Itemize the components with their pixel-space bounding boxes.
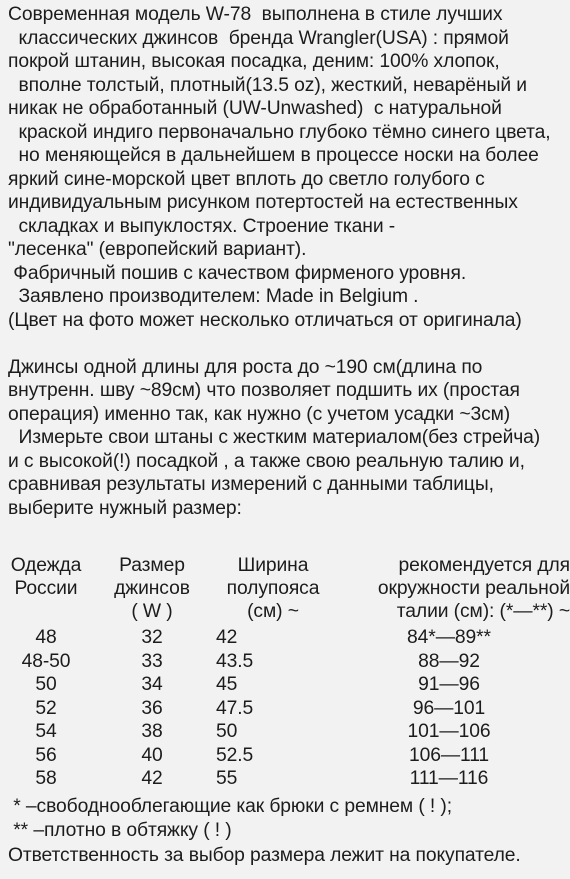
header-half-waist: Ширина [237, 555, 309, 576]
description-line: покрой штанин, высокая посадка, деним: 100% хлопок, [8, 51, 500, 72]
cell-recommended-waist: 88—92 [418, 650, 480, 672]
cell-half-waist: 42 [216, 627, 238, 648]
description-line: операция) именно так, как нужно (с учетом усадки ~3см) [8, 403, 511, 425]
description-line: вполне толстый, плотный(13.5 oz), жесткий, неварёный и [8, 74, 527, 96]
description-line: никак не обработанный (UW-Unwashed) с натуральной [8, 98, 502, 119]
description-line: классических джинсов бренда Wrangler(USA) : прямой [8, 27, 509, 49]
cell-jeans-size: 36 [141, 697, 163, 719]
header-jeans-size: ( W ) [131, 601, 173, 622]
footnote-line: * –свободнооблегающие как брюки с ремнем ( ! ); [8, 796, 452, 817]
header-half-waist: (см) ~ [247, 601, 299, 622]
disclaimer-line: Ответственность за выбор размера лежит на покупателе. [8, 845, 521, 866]
cell-half-waist: 43.5 [216, 650, 254, 672]
cell-jeans-size: 34 [141, 674, 163, 695]
cell-clothing-size: 52 [35, 697, 57, 719]
header-recommended-waist: талии (см): (*—**) ~ [396, 601, 570, 622]
cell-half-waist: 50 [216, 721, 238, 742]
cell-half-waist: 52.5 [216, 744, 254, 766]
header-clothing-size: Одежда [10, 555, 82, 576]
description-line: Современная модель W-78 выполнена в стиле лучших [8, 4, 503, 25]
description-line: складках и выпуклостях. Строение ткани - [8, 215, 396, 237]
cell-recommended-waist: 111—116 [409, 768, 489, 789]
description-line: Джинсы одной длины для роста до ~190 см(длина по [8, 356, 483, 378]
description-line: Заявлено производителем: Made in Belgium . [8, 286, 419, 307]
description-line: краской индиго первоначально глубоко тёмно синего цвета, [8, 121, 551, 143]
header-jeans-size: джинсов [114, 578, 190, 599]
description-line: (Цвет на фото может несколько отличаться от оригинала) [8, 309, 522, 331]
cell-recommended-waist: 91—96 [418, 674, 480, 695]
description-line: но меняющейся в дальнейшем в процессе носки на более [8, 145, 539, 166]
description-line: внутренн. шву ~89см) что позволяет подшить их (простая [8, 380, 520, 401]
description-line: сравнивая результаты измерений с данными таблицы, [8, 474, 494, 495]
cell-clothing-size: 58 [35, 768, 57, 789]
cell-recommended-waist: 96—101 [412, 697, 486, 719]
cell-recommended-waist: 84*—89** [407, 627, 491, 648]
description-line: "лесенка" (европейский вариант). [8, 239, 307, 260]
cell-half-waist: 55 [216, 768, 238, 789]
cell-half-waist: 47.5 [216, 697, 254, 719]
header-clothing-size: России [14, 578, 78, 599]
description-line: и с высокой(!) посадкой , а также свою реальную талию и, [8, 450, 525, 472]
header-jeans-size: Размер [119, 555, 185, 576]
header-recommended-waist: окружности реальной [377, 578, 570, 599]
description-line: яркий сине-морской цвет вплоть до светло голубого с [8, 168, 485, 190]
cell-clothing-size: 54 [35, 721, 57, 742]
cell-clothing-size: 50 [35, 674, 57, 695]
cell-jeans-size: 42 [141, 768, 163, 789]
cell-recommended-waist: 106—111 [408, 744, 490, 766]
description-line: выберите нужный размер: [8, 497, 242, 519]
header-half-waist: полупояса [226, 578, 320, 599]
cell-clothing-size: 56 [35, 744, 57, 766]
cell-clothing-size: 48-50 [21, 650, 71, 672]
cell-jeans-size: 40 [141, 744, 163, 766]
header-recommended-waist: рекомендуется для [398, 555, 570, 576]
cell-jeans-size: 38 [141, 721, 163, 742]
description-line: индивидуальным рисунком потертостей на естественных [8, 192, 518, 213]
cell-recommended-waist: 101—106 [407, 721, 491, 742]
footnote-line: ** –плотно в обтяжку ( ! ) [8, 820, 232, 841]
cell-clothing-size: 48 [35, 627, 57, 648]
cell-half-waist: 45 [216, 674, 238, 695]
description-line: Фабричный пошив с качеством фирменого уровня. [8, 262, 467, 284]
description-line: Измерьте свои штаны с жестким материалом(без стрейча) [8, 427, 541, 448]
cell-jeans-size: 33 [141, 650, 163, 672]
cell-jeans-size: 32 [141, 627, 163, 648]
